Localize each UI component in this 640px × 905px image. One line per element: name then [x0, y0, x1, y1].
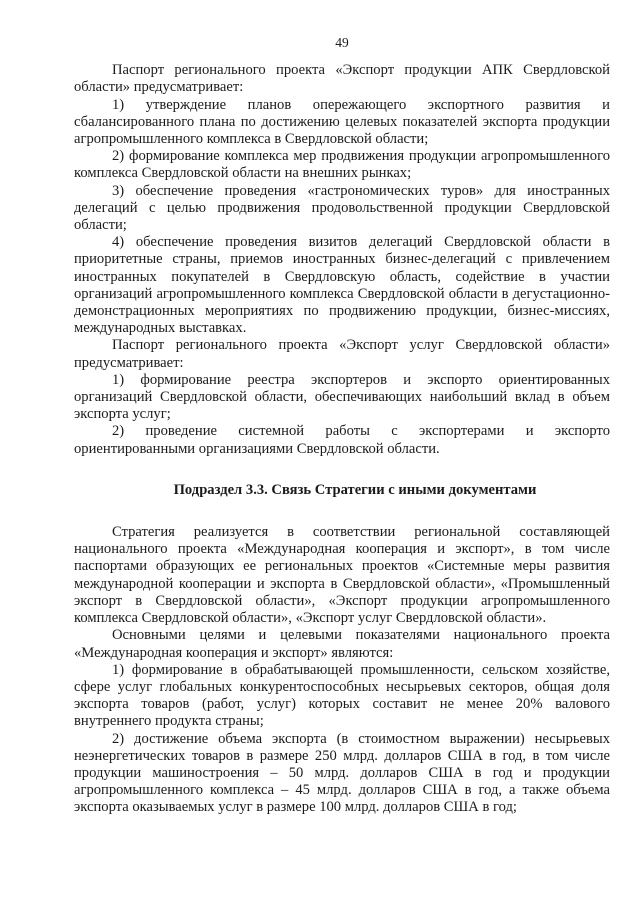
- paragraph: Стратегия реализуется в соответствии региональной составляющей национального проекта «Международная кооперация и экспорт», в том числе паспортами образующих ее региональных проектов «Системные меры развития международной кооперации и экспорта в Свердловской области», «Промышленный экспорт в Свердловской области», «Экспорт продукции агропромышленного комплекса Свердловской области», «Экспорт услуг Свердловской области».: [74, 524, 610, 627]
- paragraph: Основными целями и целевыми показателями национального проекта «Международная кооперация и экспорт» являются:: [74, 627, 610, 661]
- list-item: 2) формирование комплекса мер продвижения продукции агропромышленного комплекса Свердловской области на внешних рынках;: [74, 148, 610, 182]
- list-item: 1) утверждение планов опережающего экспортного развития и сбалансированного плана по достижению целевых показателей экспорта продукции агропромышленного комплекса в Свердловской области;: [74, 96, 610, 148]
- list-item: 4) обеспечение проведения визитов делегаций Свердловской области в приоритетные страны, приемов иностранных бизнес-делегаций с привлечением иностранных покупателей в Свердловскую область, содействие в участии организаций агропромышленного комплекса Свердловской области в дегустационно-демонстрационных мероприятиях по продвижению продукции, бизнес-миссиях, международных выставках.: [74, 234, 610, 337]
- paragraph: Паспорт регионального проекта «Экспорт продукции АПК Свердловской области» предусматривает:: [74, 62, 610, 96]
- list-item: 1) формирование реестра экспортеров и экспорто ориентированных организаций Свердловской области, обеспечивающих наибольший вклад в объем экспорта услуг;: [74, 371, 610, 423]
- subsection-heading: Подраздел 3.3. Связь Стратегии с иными документами: [173, 481, 537, 498]
- list-item: 1) формирование в обрабатывающей промышленности, сельском хозяйстве, сфере услуг глобальных конкурентоспособных несырьевых секторов, общая доля экспорта товаров (работ, услуг) которых составит не менее 20% валового внутреннего продукта страны;: [74, 661, 610, 730]
- paragraph: Паспорт регионального проекта «Экспорт услуг Свердловской области» предусматривает:: [74, 337, 610, 371]
- list-item: 2) достижение объема экспорта (в стоимостном выражении) несырьевых неэнергетических товаров в размере 250 млрд. долларов США в год, в том числе продукции машиностроения – 50 млрд. долларов США в год и продукции агропромышленного комплекса – 45 млрд. долларов США в год, а также объема экспорта оказываемых услуг в размере 100 млрд. долларов США в год;: [74, 730, 610, 816]
- list-item: 2) проведение системной работы с экспортерами и экспорто ориентированными организациями Свердловской области.: [74, 423, 610, 457]
- page-number: 49: [335, 35, 349, 50]
- list-item: 3) обеспечение проведения «гастрономических туров» для иностранных делегаций с целью продвижения продовольственной продукции Свердловской области;: [74, 182, 610, 234]
